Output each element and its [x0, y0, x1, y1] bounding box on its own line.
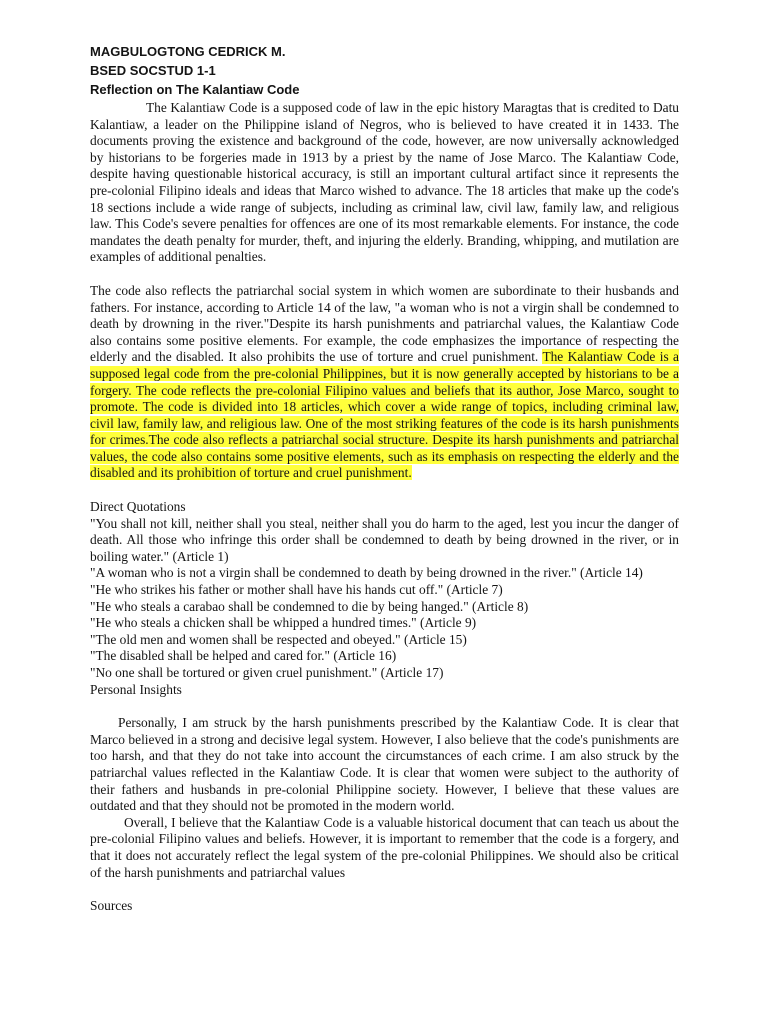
quotation-item: "A woman who is not a virgin shall be condemned to death by being drowned in the river." (Article 14) [90, 565, 643, 581]
paragraph-intro: The Kalantiaw Code is a supposed code of law in the epic history Maragtas that is credited to Datu Kalantiaw, a leader on the Philippine island of Negros, who is believed to have created it in 1433. The documents proving the existence and background of the code, however, are now universally acknowledged by historians to be forgeries made in 1913 by a priest by the name of Jose Marco. The Kalantiaw Code, despite having questionable historical accuracy, is still an important cultural artifact since it represents the pre-colonial Filipino ideals and ideas that Marco wished to advance. The 18 articles that make up the code's 18 sections include a wide range of subjects, including as criminal law, civil law, family law, and religious law. This Code's severe penalties for offences are one of its most remarkable elements. For instance, the code mandates the death penalty for murder, theft, and injuring the elderly. Branding, whipping, and mutilation are examples of additional penalties. [90, 100, 679, 265]
quotation-item: "The old men and women shall be respected and obeyed." (Article 15) [90, 631, 467, 647]
paragraph-insights-2: Overall, I believe that the Kalantiaw Code is a valuable historical document that can teach us about the pre-colonial Filipino values and beliefs. However, it is important to remember that the code is a forgery, and that it does not accurately reflect the legal system of the pre-colonial Philippines. We should also be critical of the harsh punishments and patriarchal values [90, 814, 679, 880]
author-name: MAGBULOGTONG CEDRICK M. [90, 44, 286, 59]
paragraph-insights-1: Personally, I am struck by the harsh punishments prescribed by the Kalantiaw Code. It is clear that Marco believed in a strong and decisive legal system. However, I also believe that the code's punishments are too harsh, and that they do not take into account the circumstances of each crime. I am also struck by the patriarchal values reflected in the Kalantiaw Code. It is clear that women were subject to the authority of their fathers and husbands in pre-colonial Philippine society. However, I believe that these values are outdated and that they should not be promoted in the modern world. [90, 715, 679, 814]
quotation-item: "You shall not kill, neither shall you steal, neither shall you do harm to the aged, lest you incur the danger of death. All those who infringe this order shall be condemned to death by being drowned in the river, or in boiling water." (Article 1) [90, 515, 679, 564]
sources-heading: Sources [90, 898, 133, 914]
course-section: BSED SOCSTUD 1-1 [90, 63, 216, 78]
quotation-item: "He who steals a chicken shall be whipped a hundred times." (Article 9) [90, 615, 477, 631]
document-title: Reflection on The Kalantiaw Code [90, 82, 300, 97]
quotation-item: "No one shall be tortured or given cruel punishment." (Article 17) [90, 665, 444, 680]
document-page [90, 40, 679, 915]
quotation-item: "The disabled shall be helped and cared for." (Article 16) [90, 648, 397, 664]
highlighted-text: The Kalantiaw Code is a supposed legal code from the pre-colonial Philippines, but it is now generally accepted by historians to be a forgery. The code reflects the pre-colonial Filipino values and beliefs that its author, Jose Marco, sought to promote. The code is divided into 18 articles, which cover a wide range of topics, including criminal law, civil law, family law, and religious law. One of the most striking features of the code is its harsh punishments for crimes.The code also reflects a patriarchal social structure. Despite its harsh punishments and patriarchal values, the code also contains some positive elements, such as its emphasis on respecting the elderly and the disabled and its prohibition of torture and cruel punishment. [90, 349, 679, 481]
quotation-item: "He who strikes his father or mother shall have his hands cut off." (Article 7) [90, 582, 503, 598]
direct-quotations-heading: Direct Quotations [90, 499, 186, 515]
personal-insights-heading: Personal Insights [90, 681, 182, 697]
quotations-list [90, 516, 679, 682]
quotation-item: "He who steals a carabao shall be condemned to die by being hanged." (Article 8) [90, 598, 529, 614]
paragraph-patriarchal [90, 283, 679, 482]
paragraph-patriarchal-plain: The code also reflects the patriarchal social system in which women are subordinate to their husbands and fathers. For instance, according to Article 14 of the law, "a woman who is not a virgin shall be condemned to death by drowning in the river."Despite its harsh punishments and patriarchal values, the Kalantiaw Code also contains some positive elements. For example, the code emphasizes the importance of respecting the elderly and the disabled. It also prohibits the use of torture and cruel punishment. [90, 282, 679, 365]
